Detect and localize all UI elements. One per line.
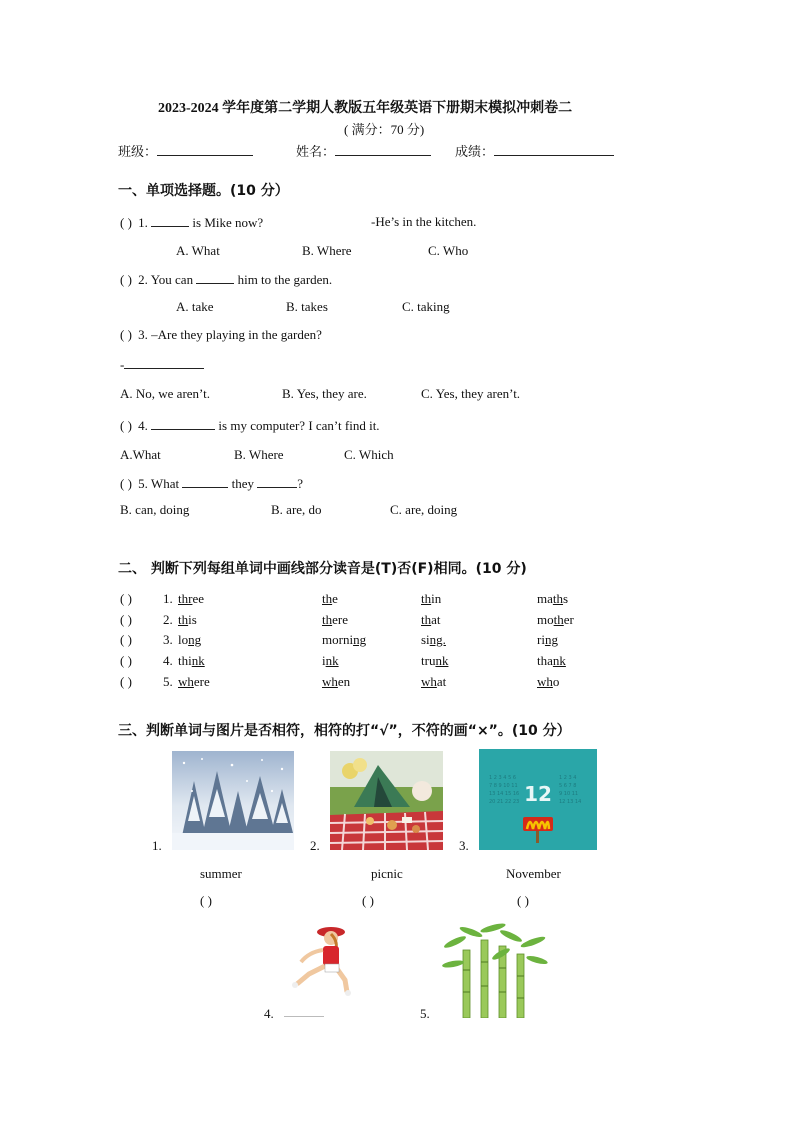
section2-heading: 二、 判断下列每组单词中画线部分读音是(T)否(F)相同。(10 分)	[118, 561, 527, 577]
score-field	[455, 141, 614, 160]
q3-row	[120, 327, 322, 343]
q2-row	[120, 271, 332, 288]
picnic-picture	[330, 751, 443, 850]
jumping-girl-picture	[287, 922, 359, 996]
underlined-letters: th	[552, 591, 564, 606]
phonics-word	[322, 653, 339, 669]
svg-text:1 2 3 4: 1 2 3 4	[559, 775, 577, 781]
q5-row	[120, 475, 303, 492]
q3-option-b[interactable]: B. Yes, they are.	[282, 386, 367, 401]
item3-paren[interactable]: ( )	[517, 893, 529, 908]
phonics-word	[537, 674, 559, 690]
q5-blank-1[interactable]	[182, 475, 228, 488]
score-label: 成绩：	[455, 144, 495, 159]
q1-blank[interactable]	[151, 214, 189, 227]
item1-word: summer	[200, 866, 242, 881]
name-field	[296, 141, 431, 160]
q3-paren[interactable]: ( )	[120, 327, 132, 342]
phonics-word	[322, 591, 338, 607]
phonics-row-number: 3.	[163, 632, 173, 647]
underlined-letters: thr	[178, 591, 193, 606]
page-title: 2023-2024 学年度第二学期人教版五年级英语下册期末模拟冲刺卷二	[158, 101, 573, 116]
q3-option-a[interactable]: A. No, we aren’t.	[120, 386, 211, 401]
section1-heading: 一、单项选择题。(10 分）	[118, 183, 289, 199]
word-part: ma	[537, 591, 553, 606]
word-part: i	[322, 653, 326, 668]
q1-option-b[interactable]: B. Where	[302, 243, 352, 258]
q2-option-b[interactable]: B. takes	[286, 299, 328, 314]
q4-row	[120, 417, 380, 434]
q4-option-a[interactable]: A.What	[120, 447, 161, 462]
score-blank[interactable]	[494, 143, 614, 156]
phonics-row-paren[interactable]: ( )	[120, 632, 132, 647]
word-part: tha	[537, 653, 553, 668]
phonics-word	[178, 674, 210, 690]
phonics-word	[421, 591, 441, 607]
q4-blank[interactable]	[151, 417, 215, 430]
word-part: er	[563, 612, 574, 627]
calendar-picture	[479, 749, 597, 850]
phonics-word	[421, 674, 446, 690]
bamboo-image	[441, 920, 551, 1018]
underlined-letters: ng	[188, 632, 202, 647]
underlined-letters: wh	[421, 674, 437, 689]
word-part: o	[552, 674, 560, 689]
word-part: e	[332, 591, 338, 606]
word-part: ere	[193, 674, 210, 689]
page-subtitle: ( 满分：70 分)	[344, 122, 425, 137]
phonics-row-number: 4.	[163, 653, 173, 668]
word-part: in	[431, 591, 442, 606]
snow-trees-image	[172, 751, 294, 850]
underlined-letters: wh	[322, 674, 338, 689]
svg-text:7 8 9 10 11: 7 8 9 10 11	[489, 783, 518, 789]
item4-number: 4.	[264, 1006, 274, 1021]
jumping-girl-image	[287, 922, 359, 996]
svg-text:20 21 22 23: 20 21 22 23	[489, 799, 520, 805]
underlined-letters: wh	[537, 674, 553, 689]
q4-pre: 4.	[138, 418, 148, 433]
q5-option-b[interactable]: B. are, do	[271, 502, 322, 517]
q5-pre: 5. What	[138, 476, 180, 491]
q3-blank[interactable]	[124, 356, 204, 369]
q2-pre: 2. You can	[138, 272, 194, 287]
q2-post: him to the garden.	[237, 272, 333, 287]
phonics-row-number: 1.	[163, 591, 173, 606]
phonics-word	[421, 632, 446, 648]
q1-option-a[interactable]: A. What	[176, 243, 220, 258]
q1-pre: 1.	[138, 215, 148, 230]
q3-dash: -	[120, 357, 125, 372]
word-part: s	[563, 591, 569, 606]
svg-text:1 2 3 4 5 6: 1 2 3 4 5 6	[489, 775, 517, 781]
phonics-word	[537, 591, 568, 607]
underlined-letters: nk	[435, 653, 449, 668]
word-part: ri	[537, 632, 545, 647]
q5-option-a[interactable]: B. can, doing	[120, 502, 190, 517]
q3-answer-line	[120, 356, 204, 373]
underlined-letters: th	[421, 591, 432, 606]
snow-trees-picture	[172, 751, 294, 850]
q1-row	[120, 214, 263, 231]
item2-word: picnic	[371, 866, 403, 881]
underlined-letters: th	[322, 612, 333, 627]
underlined-letters: ng	[544, 632, 558, 647]
q5-blank-2[interactable]	[257, 475, 297, 488]
phonics-word	[178, 591, 204, 607]
name-label: 姓名：	[296, 144, 336, 159]
underlined-letters: wh	[178, 674, 194, 689]
underlined-letters: nk	[552, 653, 566, 668]
phonics-word	[537, 632, 558, 648]
q4-post: is my computer? I can’t find it.	[218, 418, 380, 433]
word-part: mo	[537, 612, 554, 627]
q4-option-b[interactable]: B. Where	[234, 447, 284, 462]
underlined-letters: th	[322, 591, 333, 606]
q2-option-a[interactable]: A. take	[176, 299, 214, 314]
q4-option-c[interactable]: C. Which	[344, 447, 394, 462]
item4-line	[284, 1016, 324, 1017]
svg-text:5 6 7 8: 5 6 7 8	[559, 783, 577, 789]
phonics-row-number: 5.	[163, 674, 173, 689]
word-part: at	[436, 674, 447, 689]
phonics-word	[322, 612, 348, 628]
phonics-word	[537, 612, 574, 628]
underlined-letters: th	[178, 612, 189, 627]
phonics-word	[178, 612, 197, 628]
svg-text:12 13 14: 12 13 14	[559, 799, 582, 805]
q2-option-c[interactable]: C. taking	[402, 299, 450, 314]
class-field	[118, 141, 253, 160]
phonics-word	[537, 653, 566, 669]
phonics-row-paren[interactable]: ( )	[120, 591, 132, 606]
section3-heading: 三、判断单词与图片是否相符，相符的打“√”，不符的画“×”。(10 分）	[118, 723, 571, 739]
q4-paren[interactable]: ( )	[120, 418, 132, 433]
q5-mid: they	[231, 476, 254, 491]
phonics-row-paren[interactable]: ( )	[120, 612, 132, 627]
q5-post: ?	[297, 476, 304, 491]
q5-option-c[interactable]: C. are, doing	[390, 502, 458, 517]
underlined-letters: ng.	[429, 632, 446, 647]
phonics-word	[421, 612, 441, 628]
phonics-word	[421, 653, 448, 669]
class-label: 班级：	[118, 144, 158, 159]
item1-number: 1.	[152, 838, 162, 853]
phonics-word	[178, 653, 205, 669]
word-part: en	[337, 674, 351, 689]
q2-paren[interactable]: ( )	[120, 272, 132, 287]
q5-paren[interactable]: ( )	[120, 476, 132, 491]
phonics-word	[322, 674, 350, 690]
q1-option-c[interactable]: C. Who	[428, 243, 469, 258]
phonics-row-paren[interactable]: ( )	[120, 674, 132, 689]
word-part: lo	[178, 632, 189, 647]
word-part: at	[431, 612, 441, 627]
bamboo-picture	[441, 920, 551, 1018]
word-part: is	[188, 612, 197, 627]
q1-post: is Mike now?	[192, 215, 264, 230]
svg-text:9 10 11: 9 10 11	[559, 791, 579, 797]
q3-text: 3. –Are they playing in the garden?	[138, 327, 322, 342]
underlined-letters: th	[421, 612, 432, 627]
word-part: ere	[332, 612, 348, 627]
phonics-word	[178, 632, 201, 648]
calendar-image	[479, 749, 597, 850]
q1-answer: -He’s in the kitchen.	[371, 214, 477, 229]
calendar-number: 12	[524, 782, 552, 806]
word-part: si	[421, 632, 430, 647]
item2-paren[interactable]: ( )	[362, 893, 374, 908]
q3-option-c[interactable]: C. Yes, they aren’t.	[421, 386, 521, 401]
underlined-letters: th	[553, 612, 564, 627]
phonics-row-paren[interactable]: ( )	[120, 653, 132, 668]
underlined-letters: ng	[353, 632, 367, 647]
svg-text:13 14 15 16: 13 14 15 16	[489, 791, 520, 797]
word-part: morni	[322, 632, 354, 647]
phonics-row-number: 2.	[163, 612, 173, 627]
underlined-letters: nk	[325, 653, 339, 668]
item3-number: 3.	[459, 838, 469, 853]
class-blank[interactable]	[157, 143, 253, 156]
item5-number: 5.	[420, 1006, 430, 1021]
name-blank[interactable]	[335, 143, 431, 156]
underlined-letters: nk	[191, 653, 205, 668]
item2-number: 2.	[310, 838, 320, 853]
word-part: ee	[192, 591, 204, 606]
word-part: thi	[178, 653, 192, 668]
word-part: tru	[421, 653, 436, 668]
q1-paren[interactable]: ( )	[120, 215, 132, 230]
picnic-image	[330, 751, 443, 850]
item3-word: November	[506, 866, 561, 881]
phonics-word	[322, 632, 366, 648]
q2-blank[interactable]	[196, 271, 234, 284]
item1-paren[interactable]: ( )	[200, 893, 212, 908]
